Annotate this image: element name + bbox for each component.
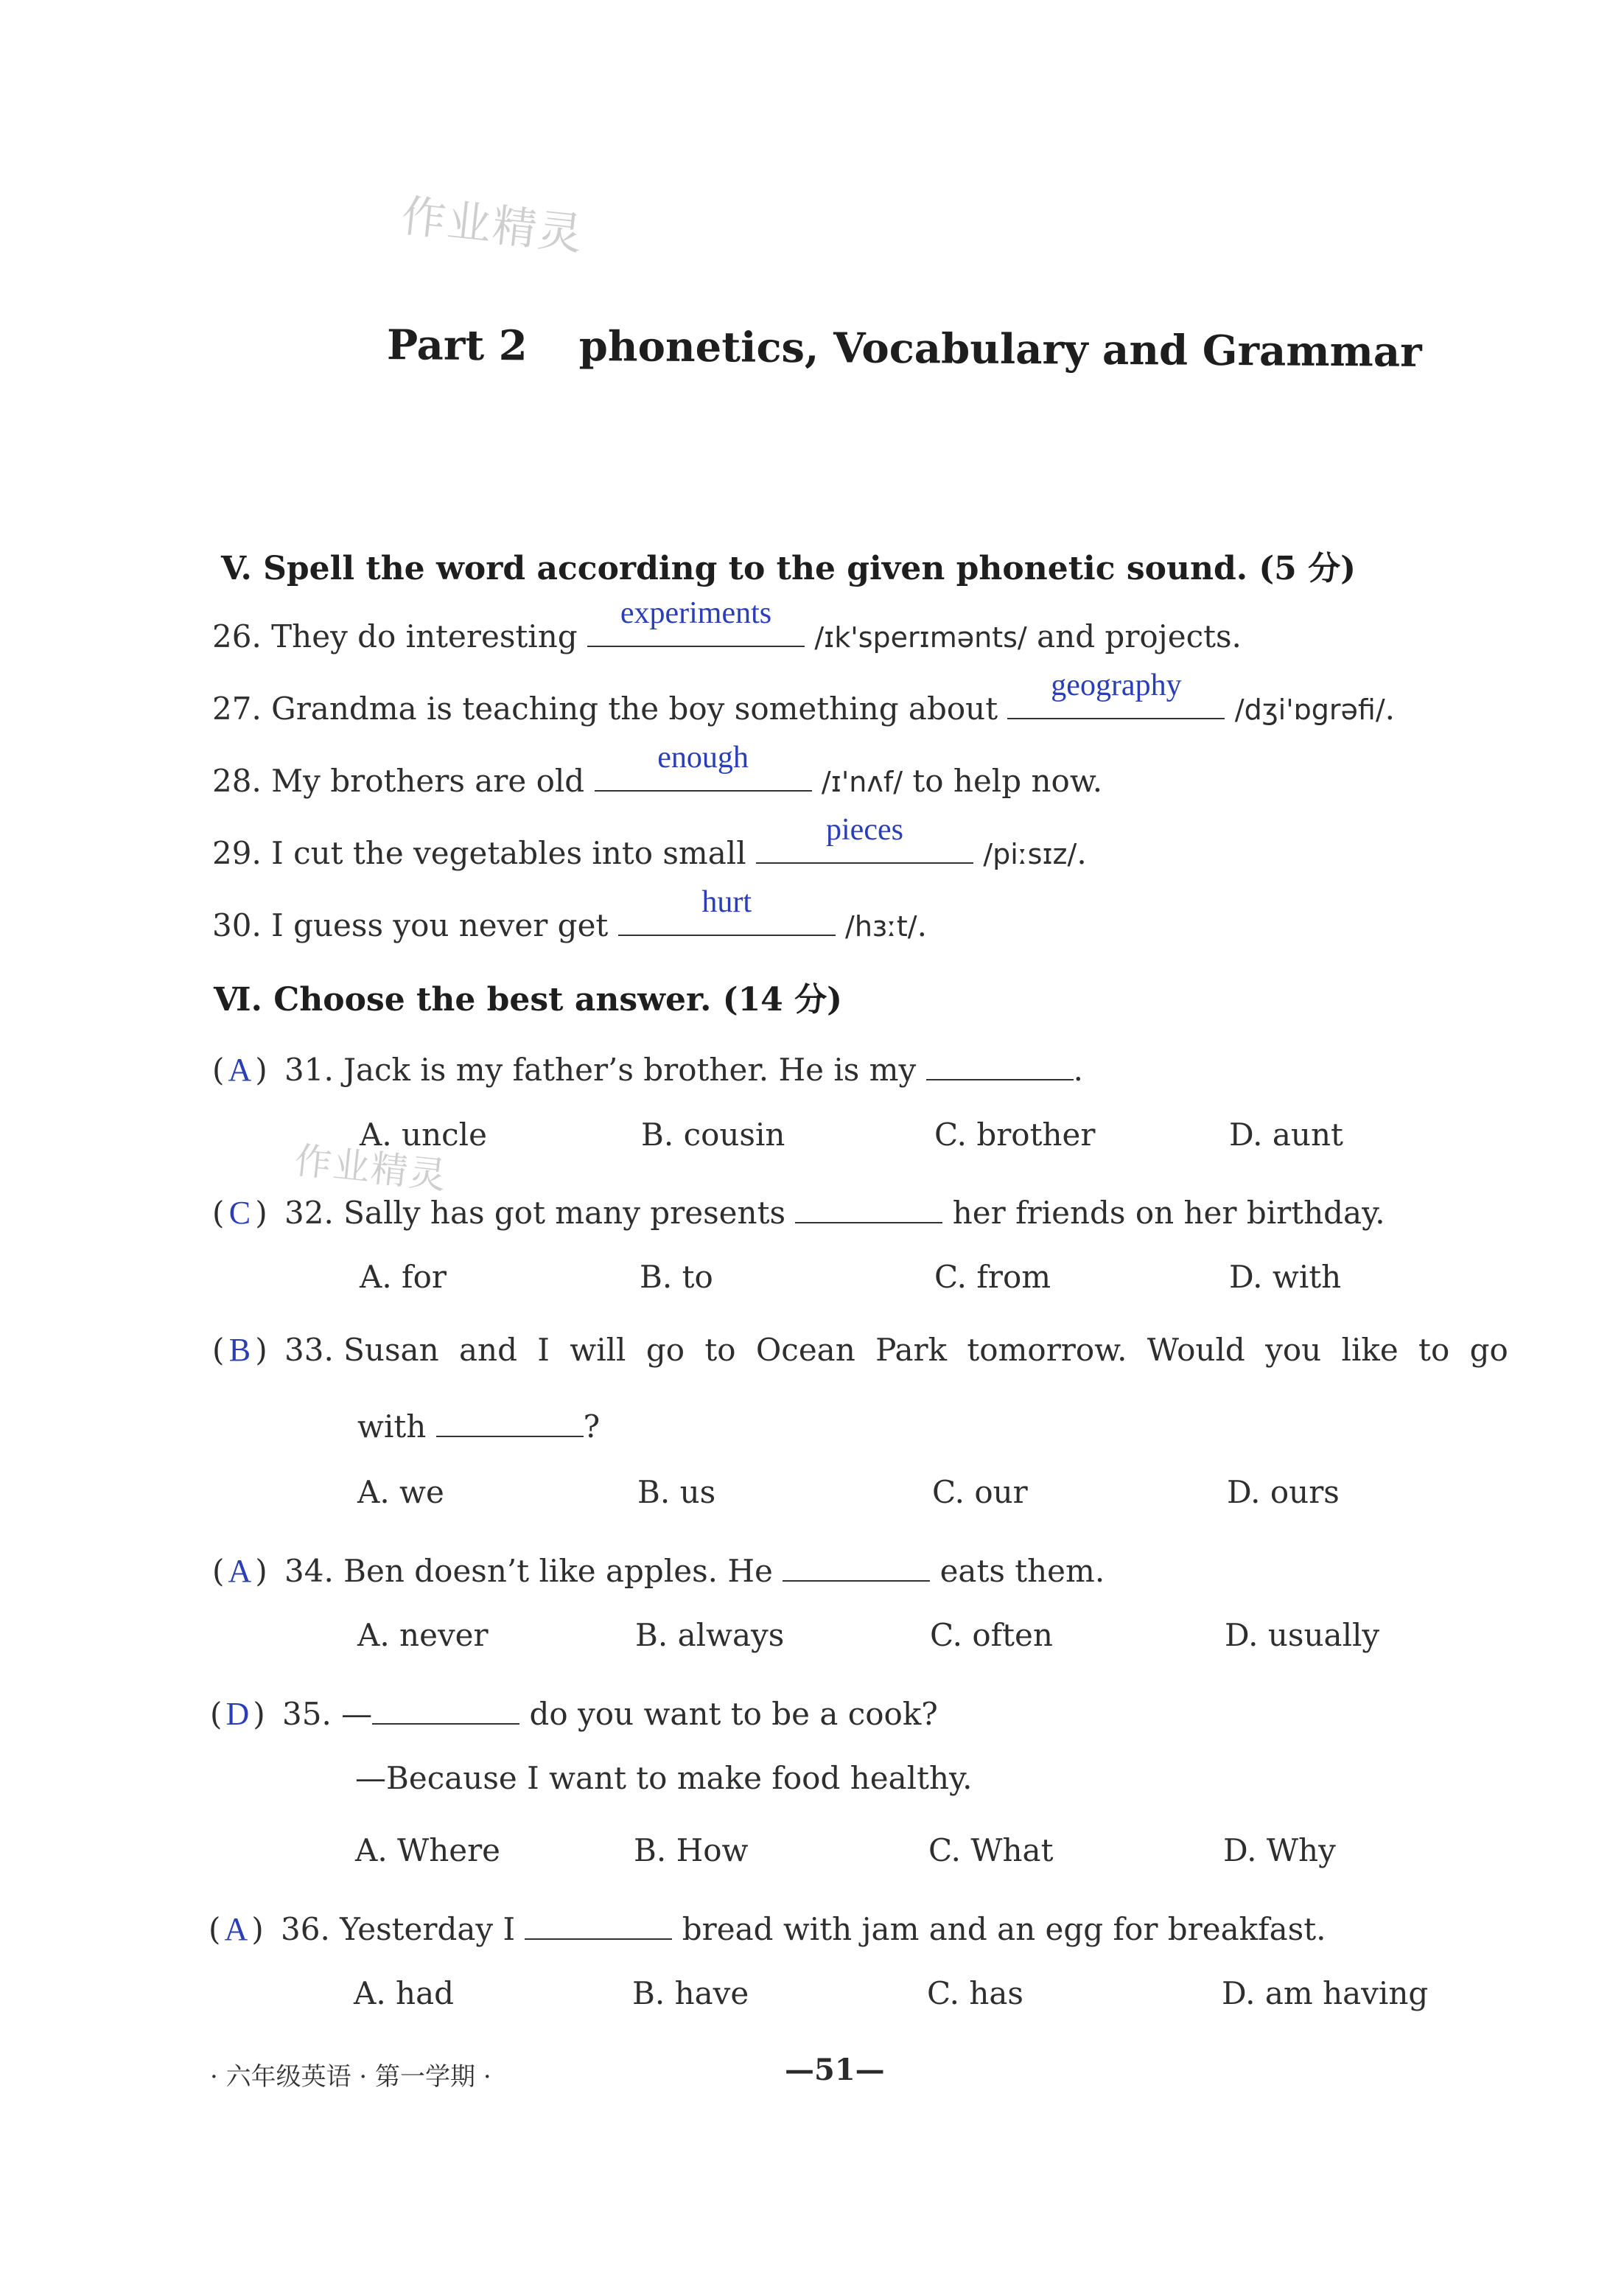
option-c: C. often xyxy=(930,1617,1053,1653)
handwritten-answer: enough xyxy=(657,741,749,775)
answer-blank xyxy=(595,741,812,792)
page-title xyxy=(387,321,1422,377)
option-a: A. never xyxy=(357,1617,489,1653)
option-b: B. cousin xyxy=(641,1117,785,1153)
q-text-after: . xyxy=(1385,691,1396,727)
page-number: —51— xyxy=(785,2053,885,2087)
footer-book-label: · 六年级英语 · 第一学期 · xyxy=(210,2062,491,2092)
answer-blank xyxy=(795,1188,942,1223)
option-d: D. ours xyxy=(1227,1474,1340,1510)
option-d: D. usually xyxy=(1225,1617,1380,1653)
q-text: Jack is my father’s brother. He is my xyxy=(343,1052,917,1088)
option-b: B. How xyxy=(634,1832,749,1868)
q-num: 32. xyxy=(284,1195,334,1231)
handwritten-choice: A xyxy=(224,1911,248,1947)
answer-blank xyxy=(926,1045,1074,1080)
q-response: —Because I want to make food healthy. xyxy=(355,1760,973,1796)
handwritten-answer: geography xyxy=(1051,668,1182,702)
option-b: B. have xyxy=(632,1975,749,2011)
answer-paren: ( C ) xyxy=(212,1195,267,1231)
option-c: C. from xyxy=(934,1259,1051,1295)
q-num: 30. xyxy=(212,907,262,943)
q-text: Susan and I will go to Ocean Park tomorrow. Would you like to go xyxy=(343,1332,1508,1368)
option-b: B. us xyxy=(637,1474,716,1510)
answer-blank xyxy=(618,885,836,936)
handwritten-answer: hurt xyxy=(701,885,752,919)
option-a: A. had xyxy=(354,1975,455,2011)
option-a: A. we xyxy=(357,1474,444,1510)
phonetic: /ɪ'nʌf/ xyxy=(821,766,903,798)
q-text: with xyxy=(357,1408,427,1445)
option-b: B. to xyxy=(640,1259,713,1295)
q35-line2 xyxy=(355,1760,973,1796)
answer-blank xyxy=(587,596,805,647)
part-label: Part 2 xyxy=(386,321,528,371)
option-d: D. aunt xyxy=(1229,1117,1343,1153)
q-num: 36. xyxy=(281,1911,330,1947)
q29 xyxy=(212,813,1087,871)
q-text: I cut the vegetables into small xyxy=(271,835,746,871)
answer-blank xyxy=(756,813,973,864)
q-text-after: her friends on her birthday. xyxy=(952,1195,1385,1231)
q30 xyxy=(212,885,927,943)
q-text-after: and projects. xyxy=(1037,618,1242,654)
q-num: 27. xyxy=(212,691,262,727)
q-text-after: ? xyxy=(583,1408,601,1445)
handwritten-choice: A xyxy=(228,1553,252,1589)
option-d: D. with xyxy=(1229,1259,1342,1295)
handwritten-choice: A xyxy=(228,1052,252,1088)
option-a: A. Where xyxy=(355,1832,501,1868)
q26 xyxy=(212,596,1242,654)
option-d: D. Why xyxy=(1223,1832,1336,1868)
q-text: Grandma is teaching the boy something about xyxy=(271,691,998,727)
q32 xyxy=(212,1188,1385,1232)
q28 xyxy=(212,741,1103,799)
answer-paren: ( A ) xyxy=(209,1911,264,1947)
q35 xyxy=(210,1689,938,1733)
q-text-after: bread with jam and an egg for breakfast. xyxy=(682,1911,1326,1947)
handwritten-choice: C xyxy=(228,1195,251,1231)
title-text: phonetics, Vocabulary and Grammar xyxy=(578,321,1422,377)
option-c: C. our xyxy=(932,1474,1028,1510)
answer-blank xyxy=(783,1546,930,1582)
q-num: 31. xyxy=(284,1052,334,1088)
handwritten-choice: B xyxy=(228,1332,251,1368)
q-dash: — xyxy=(341,1696,373,1732)
q-num: 29. xyxy=(212,835,262,871)
watermark-middle: 作业精灵 xyxy=(293,1139,450,1198)
q-text: Yesterday I xyxy=(340,1911,516,1947)
q-num: 28. xyxy=(212,763,262,799)
q-text: I guess you never get xyxy=(271,907,609,943)
q-text: My brothers are old xyxy=(271,763,585,799)
watermark-top: 作业精灵 xyxy=(399,190,587,261)
q-text: Sally has got many presents xyxy=(343,1195,786,1231)
phonetic: /hɜːt/ xyxy=(845,910,917,943)
answer-blank xyxy=(372,1689,519,1725)
answer-blank xyxy=(525,1904,672,1940)
q33 xyxy=(212,1331,1508,1369)
answer-paren: ( B ) xyxy=(212,1332,267,1368)
option-d: D. am having xyxy=(1222,1975,1429,2011)
option-c: C. brother xyxy=(934,1117,1096,1153)
q-num: 35. xyxy=(282,1696,332,1732)
handwritten-answer: experiments xyxy=(620,596,772,630)
option-a: A. for xyxy=(360,1259,447,1295)
section-5-heading: V. Spell the word according to the given phonetic sound. (5 分) xyxy=(221,550,1356,587)
q-text-after: do you want to be a cook? xyxy=(529,1696,938,1732)
section-6-heading: Ⅵ. Choose the best answer. (14 分) xyxy=(214,981,842,1019)
option-a: A. uncle xyxy=(360,1117,487,1153)
q-text-after: . xyxy=(1077,835,1087,871)
option-b: B. always xyxy=(635,1617,785,1653)
q33-line2 xyxy=(357,1402,600,1445)
q-text: They do interesting xyxy=(271,618,578,654)
handwritten-choice: D xyxy=(225,1696,250,1732)
q-text-after: . xyxy=(1073,1052,1083,1088)
phonetic: /piːsɪz/ xyxy=(983,838,1077,870)
answer-paren: ( A ) xyxy=(212,1052,267,1088)
q-num: 33. xyxy=(284,1332,334,1368)
q36 xyxy=(209,1904,1326,1948)
q-text-after: eats them. xyxy=(939,1553,1105,1589)
q-text-after: . xyxy=(917,907,927,943)
q-text: Ben doesn’t like apples. He xyxy=(343,1553,773,1589)
phonetic: /ɪk'sperɪmənts/ xyxy=(814,621,1027,654)
answer-paren: ( A ) xyxy=(212,1553,267,1589)
answer-paren: ( D ) xyxy=(210,1696,265,1732)
q-text-after: to help now. xyxy=(912,763,1103,799)
phonetic: /dʒi'ɒgrəfi/ xyxy=(1234,694,1385,726)
q-num: 26. xyxy=(212,618,262,654)
q27 xyxy=(212,668,1396,727)
q31 xyxy=(212,1045,1083,1089)
option-c: C. has xyxy=(927,1975,1023,2011)
answer-blank xyxy=(436,1402,584,1437)
q34 xyxy=(212,1546,1105,1590)
answer-blank xyxy=(1007,668,1225,719)
q-num: 34. xyxy=(284,1553,334,1589)
option-c: C. What xyxy=(928,1832,1054,1868)
handwritten-answer: pieces xyxy=(826,813,903,847)
